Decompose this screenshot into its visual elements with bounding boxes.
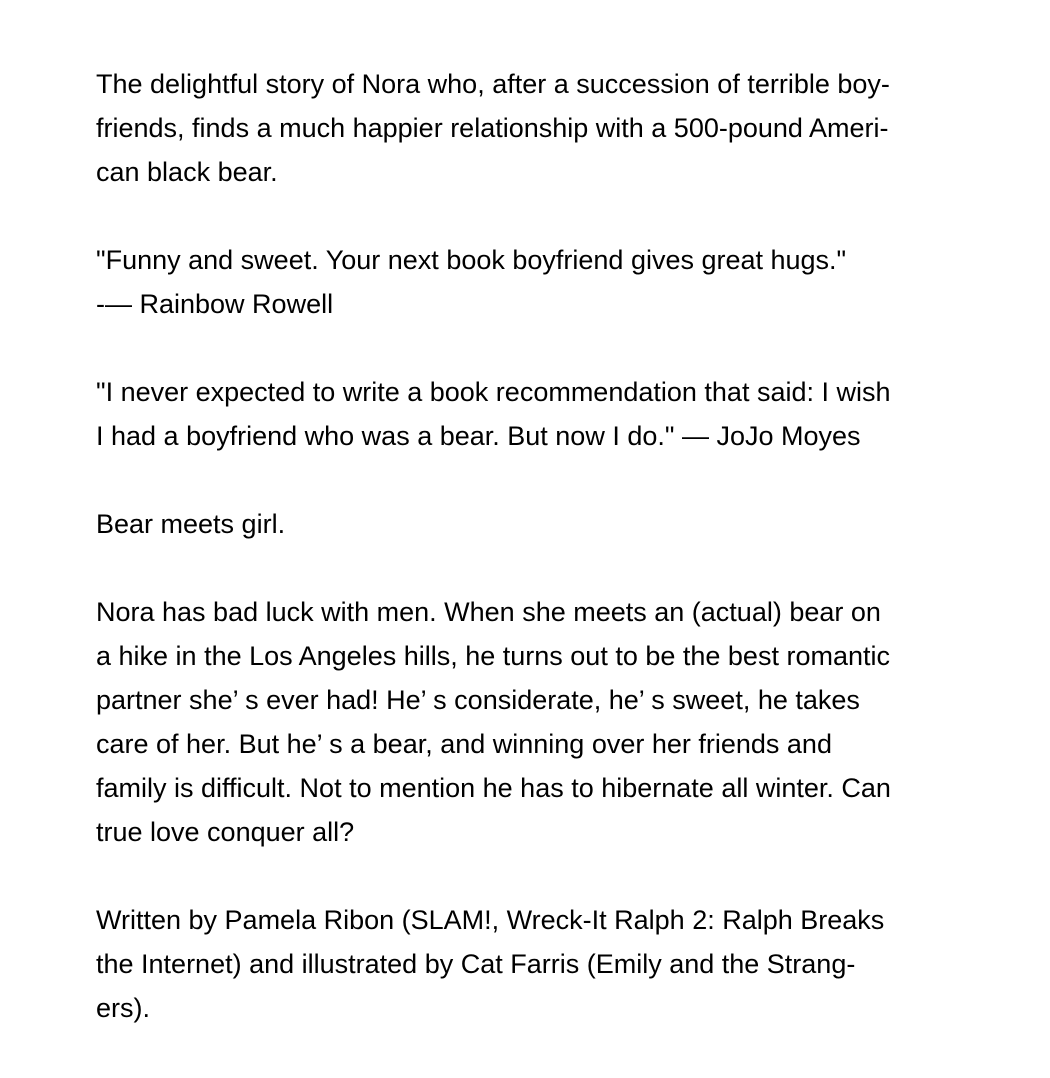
book-description bbox=[96, 62, 962, 1030]
quote-jojo-moyes bbox=[96, 370, 962, 458]
summary-paragraph bbox=[96, 62, 962, 194]
paragraph-spacer bbox=[96, 194, 962, 238]
quote-rainbow-rowell bbox=[96, 238, 962, 326]
paragraph-spacer bbox=[96, 458, 962, 502]
tagline bbox=[96, 502, 962, 546]
text-line: "Funny and sweet. Your next book boyfriend gives great hugs." bbox=[96, 245, 847, 275]
text-line: can black bear. bbox=[96, 157, 278, 187]
text-line: Nora has bad luck with men. When she meets an (actual) bear on bbox=[96, 597, 881, 627]
text-line: Written by Pamela Ribon (SLAM!, Wreck-It Ralph 2: Ralph Breaks bbox=[96, 905, 885, 935]
paragraph-spacer bbox=[96, 546, 962, 590]
text-line: I had a boyfriend who was a bear. But now I do." — JoJo Moyes bbox=[96, 421, 861, 451]
synopsis-paragraph bbox=[96, 590, 962, 854]
credits-paragraph bbox=[96, 898, 962, 1030]
text-line: friends, finds a much happier relationship with a 500-pound Ameri- bbox=[96, 113, 889, 143]
text-line: a hike in the Los Angeles hills, he turns out to be the best romantic bbox=[96, 641, 890, 671]
text-line: family is difficult. Not to mention he has to hibernate all winter. Can bbox=[96, 773, 891, 803]
text-line: -— Rainbow Rowell bbox=[96, 289, 334, 319]
text-line: ers). bbox=[96, 993, 150, 1023]
paragraph-spacer bbox=[96, 854, 962, 898]
text-line: The delightful story of Nora who, after a succession of terrible boy- bbox=[96, 69, 890, 99]
text-line: the Internet) and illustrated by Cat Farris (Emily and the Strang- bbox=[96, 949, 856, 979]
text-line: care of her. But he’ s a bear, and winning over her friends and bbox=[96, 729, 832, 759]
text-line: "I never expected to write a book recommendation that said: I wish bbox=[96, 377, 891, 407]
paragraph-spacer bbox=[96, 326, 962, 370]
text-line: Bear meets girl. bbox=[96, 509, 286, 539]
text-line: true love conquer all? bbox=[96, 817, 355, 847]
text-line: partner she’ s ever had! He’ s considerate, he’ s sweet, he takes bbox=[96, 685, 860, 715]
